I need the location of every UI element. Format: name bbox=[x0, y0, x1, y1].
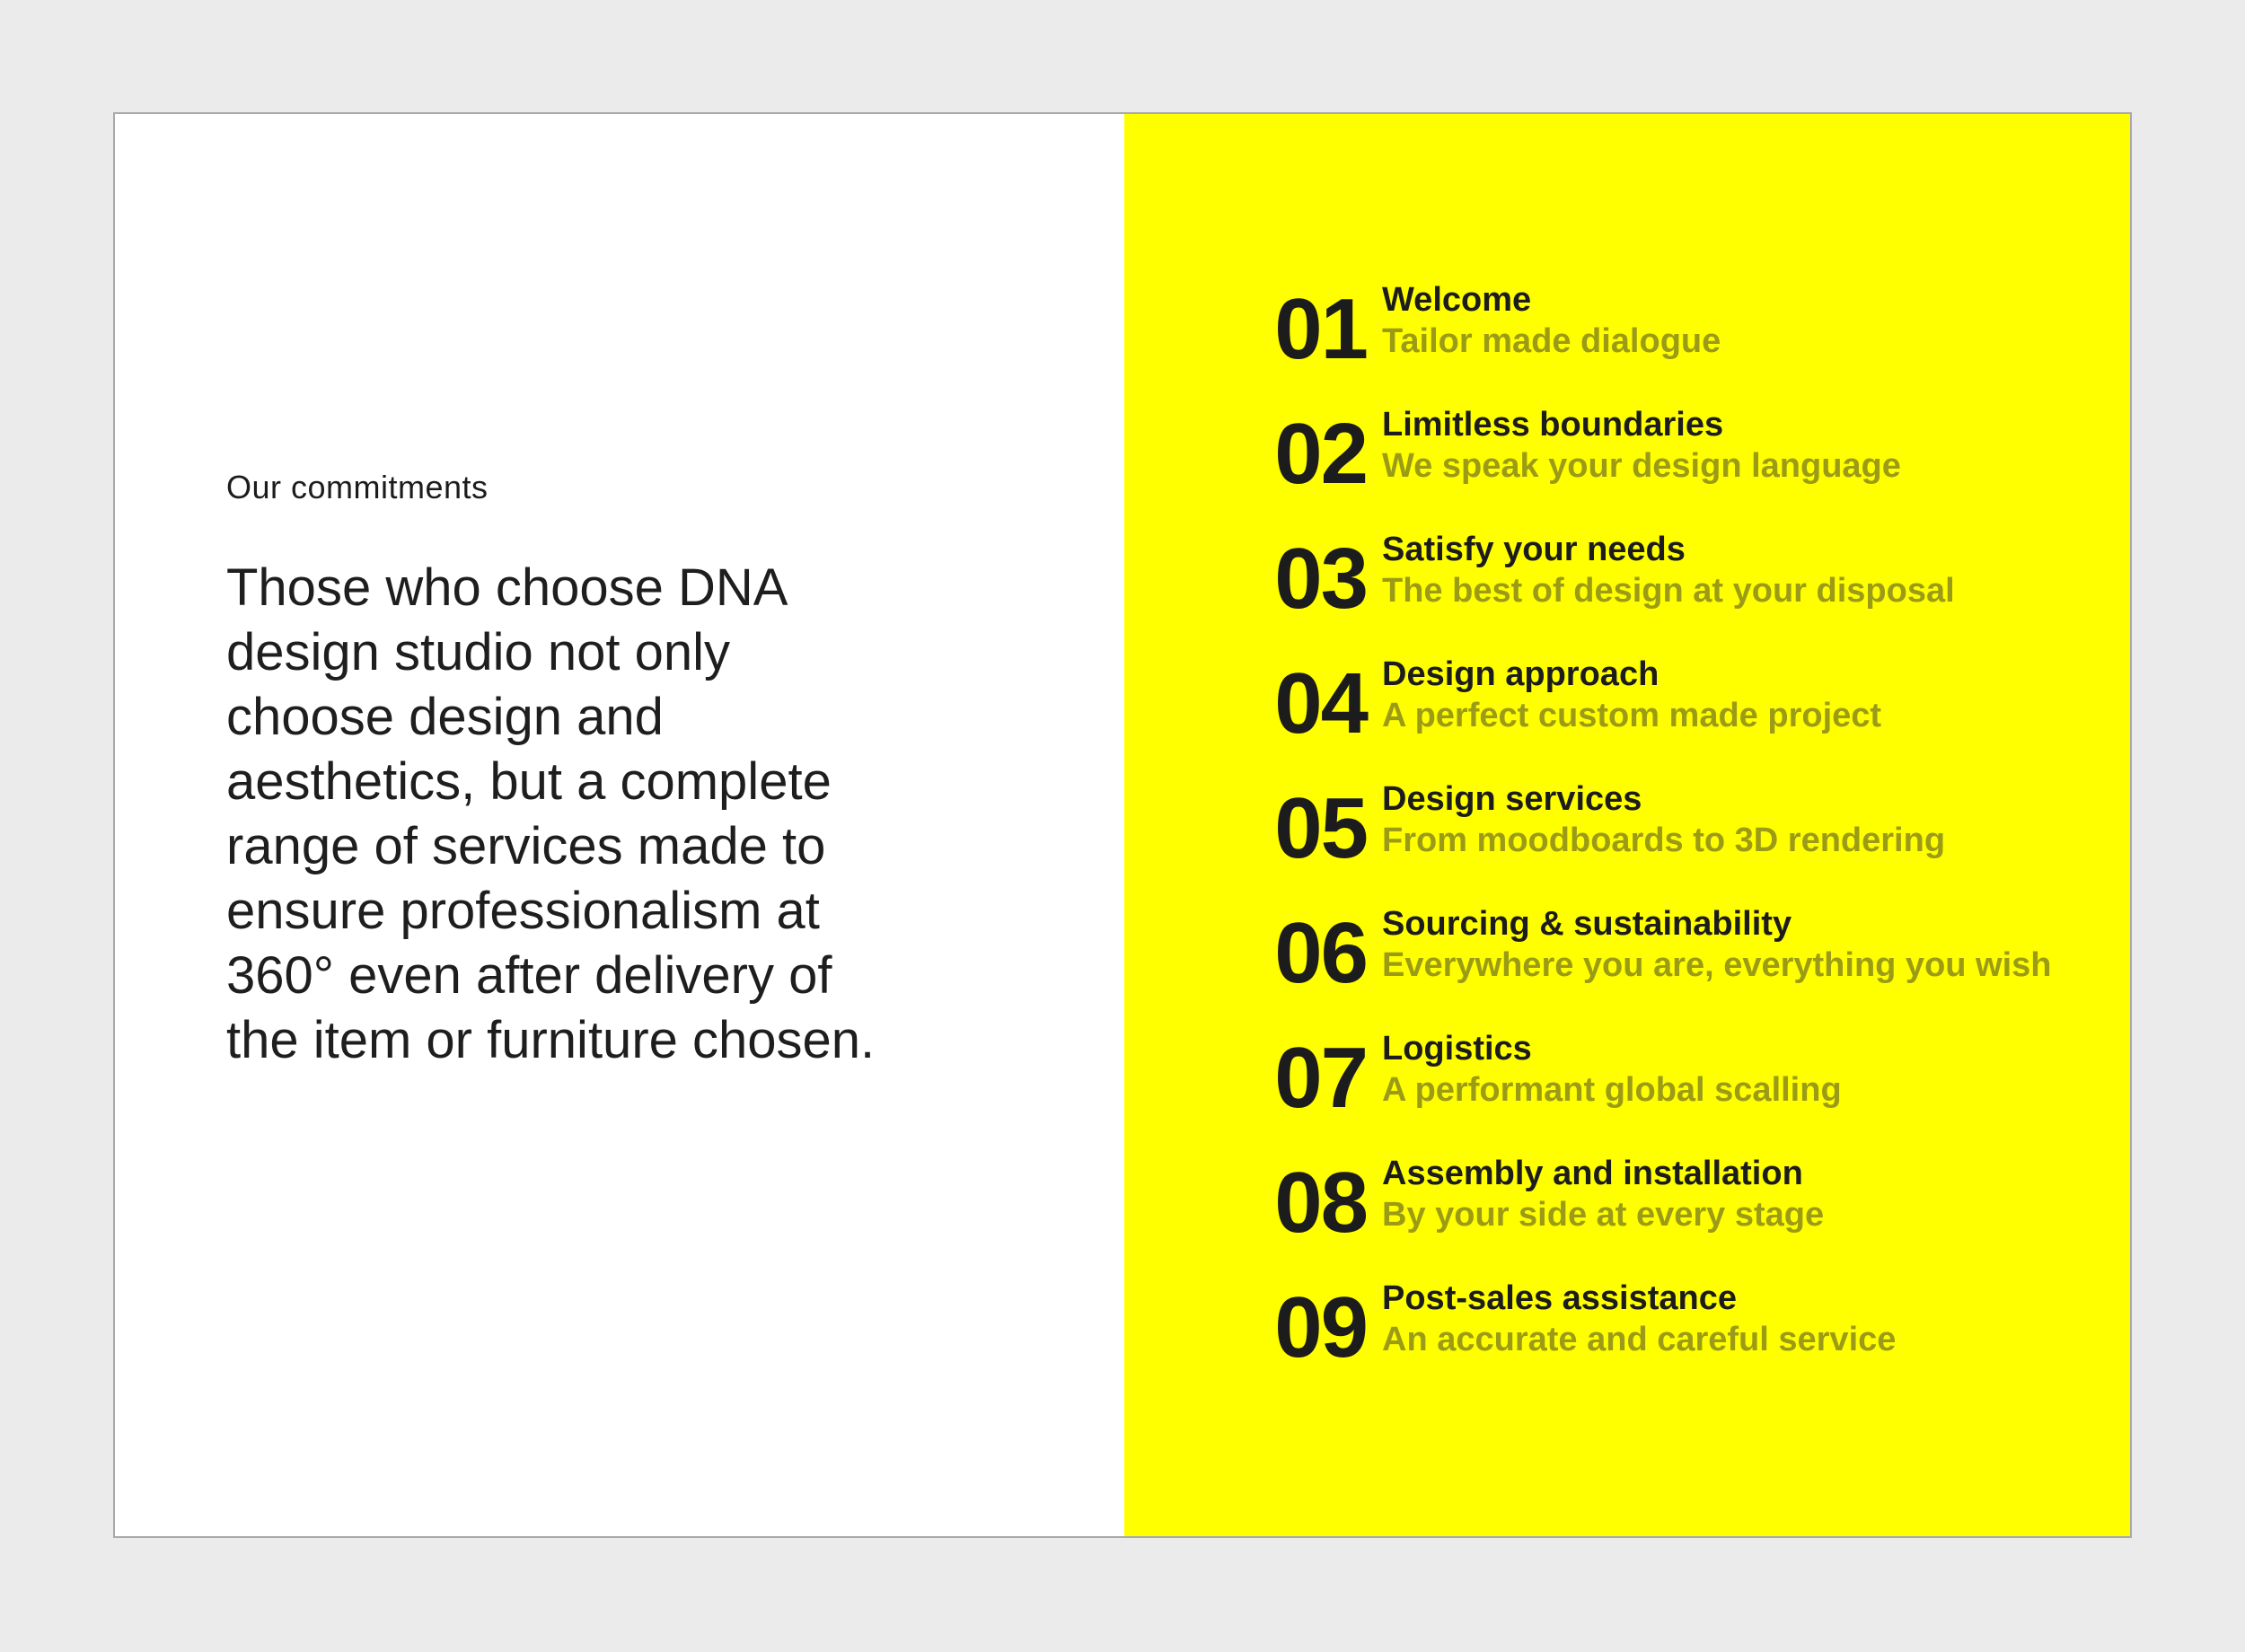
left-page bbox=[115, 114, 1124, 1536]
commitment-subtitle: A performant global scalling bbox=[1382, 1071, 1842, 1109]
commitment-number: 01 bbox=[1274, 281, 1367, 377]
commitment-title: Design services bbox=[1382, 780, 1642, 818]
commitment-item bbox=[1124, 778, 2130, 903]
commitment-subtitle: An accurate and careful service bbox=[1382, 1321, 1897, 1358]
commitment-title: Welcome bbox=[1382, 281, 1532, 319]
commitment-subtitle: From moodboards to 3D rendering bbox=[1382, 822, 1946, 859]
commitment-title: Limitless boundaries bbox=[1382, 406, 1724, 444]
commitment-subtitle: We speak your design language bbox=[1382, 447, 1901, 485]
commitment-number: 08 bbox=[1274, 1155, 1367, 1251]
commitment-title: Satisfy your needs bbox=[1382, 531, 1686, 568]
intro-paragraph: Those who choose DNA design studio not only choose design and aesthetics, but a complete range of services made to ensure professionalism at 360° even after delivery of the item or furniture chosen. bbox=[226, 558, 876, 1069]
commitment-subtitle: The best of design at your disposal bbox=[1382, 572, 1955, 610]
commitment-item bbox=[1124, 529, 2130, 654]
commitment-number: 06 bbox=[1274, 905, 1367, 1001]
brochure-spread bbox=[113, 112, 2132, 1538]
commitment-item bbox=[1124, 1278, 2130, 1402]
commitment-subtitle: By your side at every stage bbox=[1382, 1196, 1825, 1234]
commitments-list bbox=[1124, 279, 2130, 1402]
commitment-item bbox=[1124, 903, 2130, 1028]
commitment-number: 03 bbox=[1274, 531, 1367, 627]
commitment-item bbox=[1124, 279, 2130, 404]
commitment-number: 02 bbox=[1274, 406, 1367, 502]
commitment-number: 05 bbox=[1274, 780, 1367, 876]
commitment-title: Sourcing & sustainability bbox=[1382, 905, 1792, 943]
commitment-item bbox=[1124, 1028, 2130, 1153]
commitment-subtitle: Tailor made dialogue bbox=[1382, 322, 1721, 360]
commitment-number: 04 bbox=[1274, 655, 1367, 751]
commitment-title: Logistics bbox=[1382, 1030, 1532, 1068]
right-page bbox=[1124, 114, 2130, 1536]
commitment-item bbox=[1124, 654, 2130, 778]
section-eyebrow: Our commitments bbox=[226, 469, 489, 505]
commitment-number: 07 bbox=[1274, 1030, 1367, 1126]
commitment-title: Design approach bbox=[1382, 655, 1660, 693]
commitment-subtitle: Everywhere you are, everything you wish bbox=[1382, 946, 2052, 984]
commitment-title: Assembly and installation bbox=[1382, 1155, 1803, 1192]
commitment-item bbox=[1124, 404, 2130, 529]
commitment-item bbox=[1124, 1153, 2130, 1278]
commitment-title: Post-sales assistance bbox=[1382, 1279, 1738, 1317]
commitment-number: 09 bbox=[1274, 1279, 1367, 1375]
commitment-subtitle: A perfect custom made project bbox=[1382, 697, 1882, 734]
